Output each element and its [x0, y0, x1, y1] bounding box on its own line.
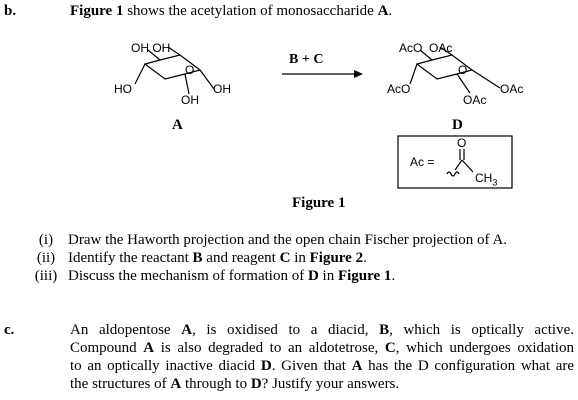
question-c-marker: c.	[4, 322, 15, 338]
subquestion-iii-t5: .	[391, 268, 396, 284]
reactant-a-left-label: HO	[114, 82, 132, 96]
question-b-marker: b.	[4, 3, 17, 19]
product-d-right-label: OAc	[500, 82, 524, 96]
product-d-bottom-label: OAc	[463, 93, 487, 107]
reactant-a-bond-oh4	[185, 74, 189, 94]
intro-period: .	[388, 3, 393, 19]
subquestion-i	[26, 232, 566, 249]
subquestion-ii-b: B	[192, 250, 203, 266]
acetyl-bond-1	[455, 160, 462, 170]
subquestion-ii-t5: in	[290, 250, 310, 266]
question-c-paragraph	[70, 321, 574, 393]
subquestion-ii-t1: Identify the reactant	[68, 250, 193, 266]
intro-figure-ref: Figure 1	[70, 3, 124, 19]
question-c-line: An aldopentose A, is oxidised to a diacid, B, which is optically active.	[70, 322, 574, 338]
acetyl-methyl-label	[475, 172, 497, 188]
reactant-a-right-label: OH	[213, 82, 231, 96]
compound-a-label: A	[172, 117, 183, 133]
reactant-a-bond-ho	[135, 64, 145, 84]
product-d-ring-oxygen: O	[458, 63, 468, 77]
subquestion-iii-t3: in	[318, 268, 338, 284]
subquestion-iii-d: D	[307, 268, 319, 284]
acetyl-methyl-text: CH	[475, 171, 493, 185]
subquestion-ii-c: C	[279, 250, 291, 266]
question-c-line: the structures of A through to D? Justify your answers.	[70, 376, 400, 392]
product-d-top-label: AcO OAc	[399, 41, 453, 55]
product-d-left-label: AcO	[387, 82, 411, 96]
intro-text: shows the acetylation of monosaccharide	[123, 3, 378, 19]
reagents-label: B + C	[289, 52, 324, 67]
question-c-line: Compound A is also degraded to an aldotetrose, C, which undergoes oxidation	[70, 340, 574, 356]
subquestion-iii-number: (iii)	[34, 268, 58, 284]
figure-caption: Figure 1	[292, 195, 346, 211]
acetyl-carbonyl-oxygen: O	[457, 136, 467, 150]
compound-d-label: D	[452, 117, 463, 133]
subquestion-ii-figure-ref: Figure 2	[309, 250, 364, 266]
reactant-a-ring-oxygen: O	[185, 63, 195, 77]
subquestion-iii-figure-ref: Figure 1	[337, 268, 392, 284]
subquestion-iii-t1: Discuss the mechanism of formation of	[68, 268, 308, 284]
acetyl-wavy-bond	[447, 172, 459, 176]
reaction-arrow-head	[354, 70, 363, 78]
subquestion-ii-number: (ii)	[36, 250, 56, 266]
product-d-bond-aco	[410, 64, 417, 84]
reactant-a-bottom-label: OH	[181, 93, 199, 107]
reactant-a-top-label: OH OH	[131, 41, 171, 55]
subquestion-ii	[26, 250, 566, 267]
subquestion-ii-t7: .	[363, 250, 367, 266]
subquestion-iii	[26, 268, 566, 285]
acetyl-methyl-subscript: 3	[492, 177, 498, 188]
intro-compound-ref: A	[377, 3, 389, 19]
acetyl-bond-2	[462, 160, 473, 172]
question-c-line: to an optically inactive diacid D. Given that A has the D configuration what are	[70, 358, 574, 374]
subquestion-i-text: Draw the Haworth projection and the open chain Fischer projection of A.	[68, 232, 508, 248]
product-d-bond-oac3	[472, 70, 500, 88]
reactant-a-bond-oh3	[200, 70, 214, 89]
subquestion-i-number: (i)	[38, 232, 54, 248]
acetyl-equals-label: Ac =	[410, 155, 435, 169]
subquestion-ii-t3: and reagent	[202, 250, 280, 266]
